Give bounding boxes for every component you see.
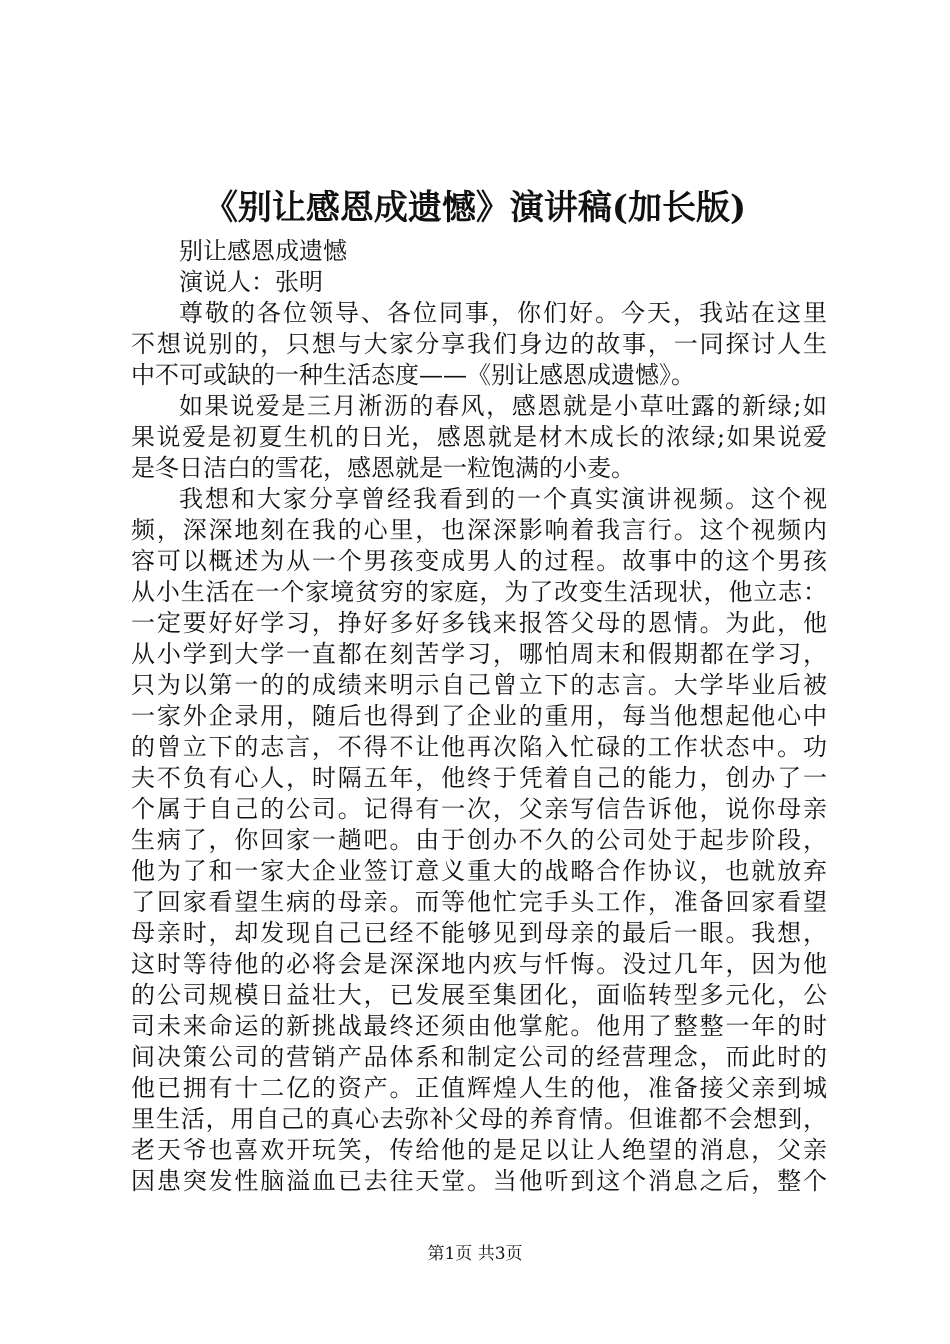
text-line: 我想和大家分享曾经我看到的一个真实演讲视频。这个视 [179, 485, 827, 513]
text-line: 司未来命运的新挑战最终还须由他掌舵。他用了整整一年的时 [131, 1012, 827, 1040]
document-title: 《别让感恩成遗憾》演讲稿(加长版) [203, 188, 747, 228]
text-line: 他为了和一家大企业签订意义重大的战略合作协议，也就放弃 [131, 857, 827, 885]
text-line: 了回家看望生病的母亲。而等他忙完手头工作，准备回家看望 [131, 888, 827, 916]
text-line: 个属于自己的公司。记得有一次，父亲写信告诉他，说你母亲 [131, 795, 827, 823]
text-line: 不想说别的，只想与大家分享我们身边的故事，一同探讨人生 [131, 330, 827, 358]
text-line: 是冬日洁白的雪花，感恩就是一粒饱满的小麦。 [131, 454, 635, 482]
text-line: 从小生活在一个家境贫穷的家庭，为了改变生活现状，他立志： [131, 578, 827, 606]
text-line: 别让感恩成遗憾 [179, 237, 347, 265]
text-line: 夫不负有心人，时隔五年，他终于凭着自己的能力，创办了一 [131, 764, 827, 792]
text-line: 中不可或缺的一种生活态度——《别让感恩成遗憾》。 [131, 361, 695, 389]
text-line: 老天爷也喜欢开玩笑，传给他的是足以让人绝望的消息，父亲 [131, 1136, 827, 1164]
text-line: 从小学到大学一直都在刻苦学习，哪怕周末和假期都在学习， [131, 640, 827, 668]
document-body [131, 236, 827, 1197]
text-line: 尊敬的各位领导、各位同事，你们好。今天，我站在这里 [179, 299, 827, 327]
text-line: 一定要好好学习，挣好多好多钱来报答父母的恩情。为此，他 [131, 609, 827, 637]
text-line: 的公司规模日益壮大，已发展至集团化，面临转型多元化，公 [131, 981, 827, 1009]
text-line: 只为以第一的的成绩来明示自己曾立下的志言。大学毕业后被 [131, 671, 827, 699]
text-line: 他已拥有十二亿的资产。正值辉煌人生的他，准备接父亲到城 [131, 1074, 827, 1102]
text-line: 这时等待他的必将会是深深地内疚与忏悔。没过几年，因为他 [131, 950, 827, 978]
text-line: 的曾立下的志言，不得不让他再次陷入忙碌的工作状态中。功 [131, 733, 827, 761]
page-footer: 第1页 共3页 [427, 1244, 523, 1264]
text-line: 果说爱是初夏生机的日光，感恩就是材木成长的浓绿;如果说爱 [131, 423, 827, 451]
text-line: 如果说爱是三月淅沥的春风，感恩就是小草吐露的新绿;如 [179, 392, 827, 420]
text-line: 一家外企录用，随后也得到了企业的重用，每当他想起他心中 [131, 702, 827, 730]
text-line: 容可以概述为从一个男孩变成男人的过程。故事中的这个男孩 [131, 547, 827, 575]
text-line: 演说人：张明 [179, 268, 323, 296]
text-line: 因患突发性脑溢血已去往天堂。当他听到这个消息之后，整个 [131, 1167, 827, 1195]
text-line: 频，深深地刻在我的心里，也深深影响着我言行。这个视频内 [131, 516, 827, 544]
text-line: 里生活，用自己的真心去弥补父母的养育情。但谁都不会想到， [131, 1105, 827, 1133]
text-line: 母亲时，却发现自己已经不能够见到母亲的最后一眼。我想， [131, 919, 827, 947]
text-line: 生病了，你回家一趟吧。由于创办不久的公司处于起步阶段， [131, 826, 827, 854]
text-line: 间决策公司的营销产品体系和制定公司的经营理念，而此时的 [131, 1043, 827, 1071]
